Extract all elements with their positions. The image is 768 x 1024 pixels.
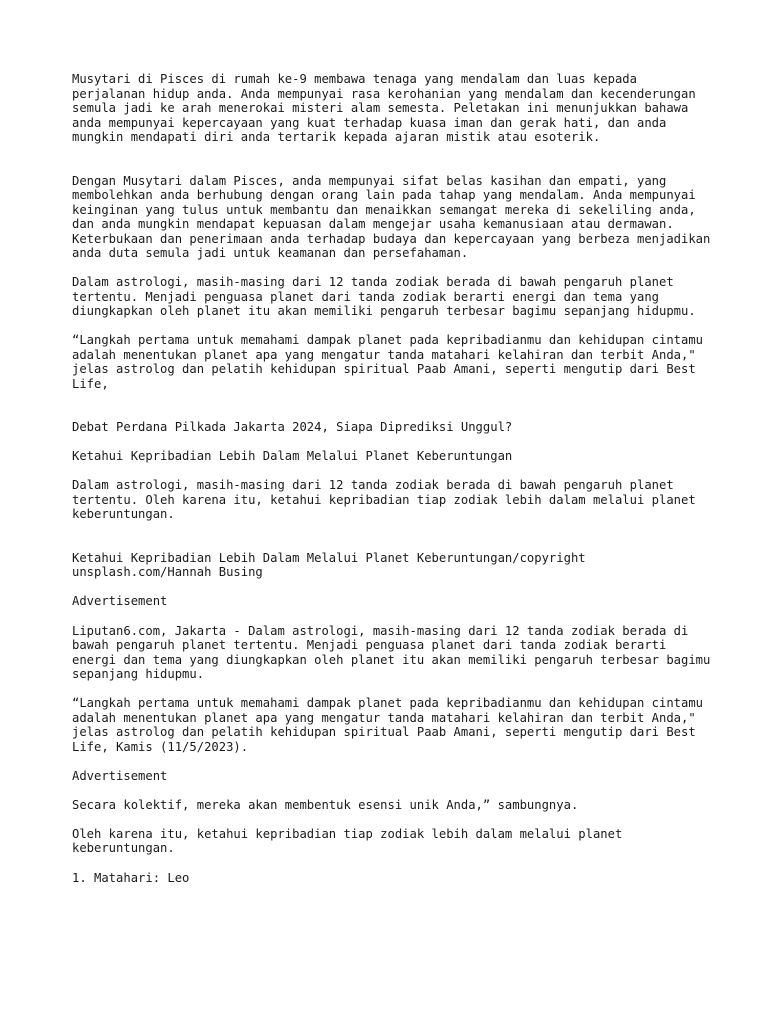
paragraph-lucky-planet-intro: Oleh karena itu, ketahui kepribadian tiap zodiak lebih dalam melalui planet keberuntungan. xyxy=(72,826,623,856)
paragraph-astrology-planet-ruler: Dalam astrologi, masih-masing dari 12 tanda zodiak berada di bawah pengaruh planet tertentu. Menjadi penguasa planet dari tanda zodiak berarti energi dan tema yang diungkapkan oleh planet itu akan memiliki pengaruh terbesar bagimu sepanjang hidupmu. xyxy=(72,275,696,319)
paragraph-liputan6-lead: Liputan6.com, Jakarta - Dalam astrologi, masih-masing dari 12 tanda zodiak berada di bawah pengaruh planet tertentu. Menjadi penguasa planet dari tanda zodiak berarti energi dan tema yang diungkapkan oleh planet itu akan memiliki pengaruh terbesar bagimu sepanjang hidupmu. xyxy=(72,623,711,682)
paragraph-jupiter-pisces-compassion: Dengan Musytari dalam Pisces, anda mempunyai sifat belas kasihan dan empati, yang membolehkan anda berhubung dengan orang lain pada tahap yang mendalam. Anda mempunyai keinginan yang tulus untuk membantu dan menaikkan semangat mereka di sekeliling anda, dan anda mungkin mendapat kepuasan dalam mengejar usaha kemanusiaan atau dermawan. Keterbukaan dan penerimaan anda terhadap budaya dan kepercayaan yang berbeza menjadikan anda duta semula jadi untuk keamanan dan persefahaman. xyxy=(72,173,711,260)
advertisement-label: Advertisement xyxy=(72,768,168,783)
paragraph-quote-paab-amani-dated: “Langkah pertama untuk memahami dampak planet pada kepribadianmu dan kehidupan cintamu adalah menentukan planet apa yang mengatur tanda matahari kelahiran dan terbit Anda," jelas astrolog dan pelatih kehidupan spiritual Paab Amani, seperti mengutip dari Best Life, Kamis (11/5/2023). xyxy=(72,696,704,754)
paragraph-astrology-intro: Dalam astrologi, masih-masing dari 12 tanda zodiak berada di bawah pengaruh planet tertentu. Oleh karena itu, ketahui kepribadian tiap zodiak lebih dalam melalui planet keberuntungan. xyxy=(72,478,696,522)
paragraph-quote-paab-amani: “Langkah pertama untuk memahami dampak planet pada kepribadianmu dan kehidupan cintamu adalah menentukan planet apa yang mengatur tanda matahari kelahiran dan terbit Anda," jelas astrolog dan pelatih kehidupan spiritual Paab Amani, seperti mengutip dari Best Life, xyxy=(72,333,704,391)
list-item-matahari-leo: 1. Matahari: Leo xyxy=(72,870,190,885)
related-link-debat-pilkada[interactable]: Debat Perdana Pilkada Jakarta 2024, Siapa Diprediksi Unggul? xyxy=(72,420,513,435)
advertisement-label: Advertisement xyxy=(72,594,168,609)
article-heading: Ketahui Kepribadian Lebih Dalam Melalui Planet Keberuntungan xyxy=(72,449,513,464)
document-page xyxy=(72,72,712,900)
image-caption: Ketahui Kepribadian Lebih Dalam Melalui Planet Keberuntungan/copyright unsplash.com/Hannah Busing xyxy=(72,550,586,580)
paragraph-jupiter-pisces-house-9: Musytari di Pisces di rumah ke-9 membawa tenaga yang mendalam dan luas kepada perjalanan hidup anda. Anda mempunyai rasa kerohanian yang mendalam dan kecenderungan semula jadi ke arah menerokai misteri alam semesta. Peletakan ini menunjukkan bahawa anda mempunyai kepercayaan yang kuat terhadap kuasa iman dan gerak hati, dan anda mungkin mendapati diri anda tertarik kepada ajaran mistik atau esoterik. xyxy=(72,72,696,144)
paragraph-collective-essence: Secara kolektif, mereka akan membentuk esensi unik Anda,” sambungnya. xyxy=(72,797,579,812)
